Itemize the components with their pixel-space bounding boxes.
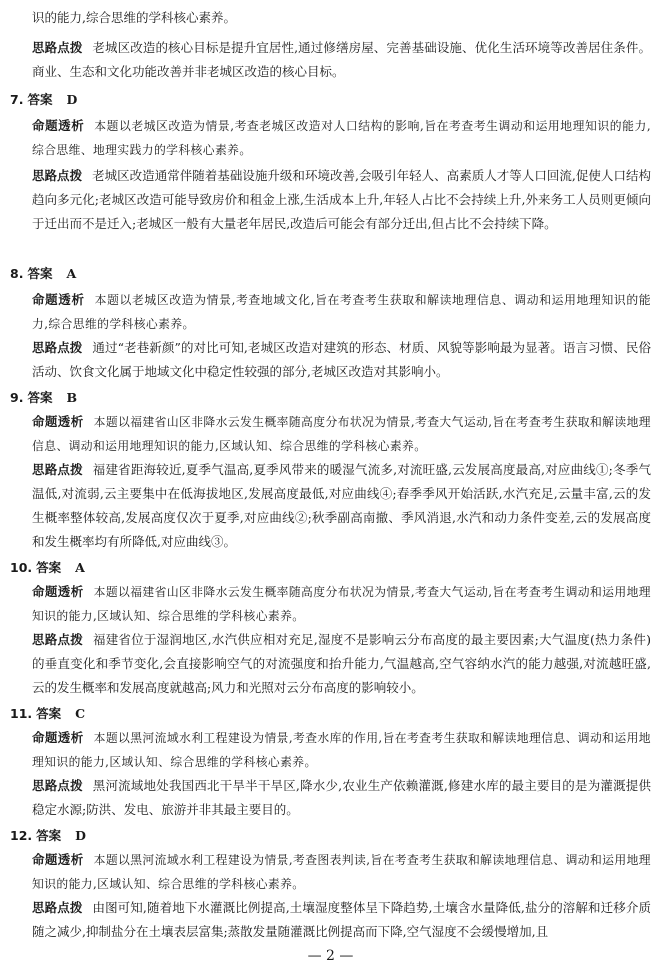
answer-line-9 — [10, 386, 77, 410]
topic-paragraph — [32, 848, 651, 896]
section-label: 思路点拨 — [32, 632, 83, 647]
section-label: 命题透析 — [32, 118, 85, 133]
answer-label: 答案 — [27, 266, 53, 281]
answer-label: 答案 — [36, 706, 62, 721]
section-label: 思路点拨 — [32, 462, 83, 477]
topic-paragraph — [32, 288, 651, 336]
section-label: 命题透析 — [32, 414, 84, 429]
answer-line-11 — [10, 702, 85, 726]
question-number: 7. — [10, 92, 24, 107]
analysis-paragraph — [32, 628, 651, 700]
answer-label: 答案 — [36, 560, 62, 575]
answer-letter: A — [66, 266, 77, 281]
section-label: 思路点拨 — [32, 40, 83, 55]
answer-line-12 — [10, 824, 86, 848]
section-label: 命题透析 — [32, 584, 84, 599]
paragraph-text: 识的能力,综合思维的学科核心素养。 — [32, 10, 236, 25]
analysis-paragraph — [32, 164, 651, 236]
paragraph-text: 福建省位于湿润地区,水汽供应相对充足,湿度不是影响云分布高度的最主要因素;大气温度(热力条件)的垂直变化和季节变化,会直接影响空气的对流强度和抬升能力,气温越高,空气容纳水汽的能力越强,对流越旺盛,云的发生概率和发展高度就越高;风力和光照对云分布高度的影响较小。 — [32, 632, 651, 695]
section-label: 思路点拨 — [32, 778, 83, 793]
section-label: 思路点拨 — [32, 168, 83, 183]
section-label: 思路点拨 — [32, 340, 83, 355]
analysis-paragraph — [32, 336, 651, 384]
analysis-paragraph — [32, 896, 651, 944]
answer-letter: C — [75, 706, 86, 721]
paragraph-text: 本题以老城区改造为情景,考查地域文化,旨在考查考生获取和解读地理信息、调动和运用地理知识的能力,综合思维的学科核心素养。 — [32, 293, 651, 331]
answer-line-7 — [10, 88, 77, 112]
paragraph-text: 由图可知,随着地下水灌溉比例提高,土壤湿度整体呈下降趋势,土壤含水量降低,盐分的溶解和迁移介质随之减少,抑制盐分在土壤表层富集;蒸散发量随灌溉比例提高而下降,空气湿度不会缓慢增加,且 — [32, 900, 651, 939]
continued-text — [32, 6, 651, 30]
topic-paragraph — [32, 580, 651, 628]
answer-letter: D — [75, 828, 87, 843]
paragraph-text: 本题以福建省山区非降水云发生概率随高度分布状况为情景,考查大气运动,旨在考查考生获取和解读地理信息、调动和运用地理知识的能力,区域认知、综合思维的学科核心素养。 — [32, 415, 651, 453]
question-number: 8. — [10, 266, 24, 281]
question-number: 10. — [10, 560, 33, 575]
paragraph-text: 老城区改造通常伴随着基础设施升级和环境改善,会吸引年轻人、高素质人才等人口回流,促使人口结构趋向多元化;老城区改造可能导致房价和租金上涨,生活成本上升,年轻人占比不会持续上升,外来务工人员则更倾向于迁出而不是迁入;老城区一般有大量老年居民,改造后可能会有部分迁出,但占比不会持续下降。 — [32, 168, 651, 231]
section-label: 命题透析 — [32, 292, 85, 307]
section-label: 命题透析 — [32, 730, 84, 745]
paragraph-text: 福建省距海较近,夏季气温高,夏季风带来的暖湿气流多,对流旺盛,云发展高度最高,对应曲线①;冬季气温低,对流弱,云主要集中在低海拔地区,发展高度最低,对应曲线④;春季季风开始活跃,水汽充足,云量丰富,云的发生概率整体较高,发展高度仅次于夏季,对应曲线②;秋季副高南撤、季风消退,水汽和动力条件变差,云的发展高度和发生概率均有所降低,对应曲线③。 — [32, 462, 651, 549]
paragraph-text: 老城区改造的核心目标是提升宜居性,通过修缮房屋、完善基础设施、优化生活环境等改善居住条件。商业、生态和文化功能改善并非老城区改造的核心目标。 — [32, 40, 651, 79]
section-label: 思路点拨 — [32, 900, 83, 915]
answer-letter: D — [66, 92, 78, 107]
analysis-paragraph — [32, 36, 651, 84]
paragraph-text: 本题以福建省山区非降水云发生概率随高度分布状况为情景,考查大气运动,旨在考查考生调动和运用地理知识的能力,区域认知、综合思维的学科核心素养。 — [32, 585, 651, 623]
paragraph-text: 黑河流域地处我国西北干旱半干旱区,降水少,农业生产依赖灌溉,修建水库的最主要目的是为灌溉提供稳定水源;防洪、发电、旅游并非其最主要目的。 — [32, 778, 651, 817]
analysis-paragraph — [32, 774, 651, 822]
section-label: 命题透析 — [32, 852, 84, 867]
question-number: 12. — [10, 828, 33, 843]
question-number: 9. — [10, 390, 24, 405]
answer-letter: B — [66, 390, 78, 405]
paragraph-text: 通过“老巷新颜”的对比可知,老城区改造对建筑的形态、材质、风貌等影响最为显著。语言习惯、民俗活动、饮食文化属于地域文化中稳定性较强的部分,老城区改造对其影响小。 — [32, 340, 651, 379]
question-number: 11. — [10, 706, 33, 721]
topic-paragraph — [32, 726, 651, 774]
paragraph-text: 本题以黑河流域水利工程建设为情景,考查水库的作用,旨在考查考生获取和解读地理信息、调动和运用地理知识的能力,区域认知、综合思维的学科核心素养。 — [32, 731, 651, 769]
paragraph-text: 本题以老城区改造为情景,考查老城区改造对人口结构的影响,旨在考查考生调动和运用地理知识的能力,综合思维、地理实践力的学科核心素养。 — [32, 119, 651, 157]
answer-label: 答案 — [36, 828, 62, 843]
answer-line-10 — [10, 556, 85, 580]
answer-line-8 — [10, 262, 76, 286]
answer-letter: A — [75, 560, 85, 575]
paragraph-text: 本题以黑河流域水利工程建设为情景,考查图表判读,旨在考查考生获取和解读地理信息、调动和运用地理知识的能力,区域认知、综合思维的学科核心素养。 — [32, 853, 651, 891]
topic-paragraph — [32, 410, 651, 458]
page-number: — 2 — — [307, 948, 354, 964]
answer-label: 答案 — [27, 390, 53, 405]
answer-label: 答案 — [27, 92, 53, 107]
topic-paragraph — [32, 114, 651, 162]
analysis-paragraph — [32, 458, 651, 554]
